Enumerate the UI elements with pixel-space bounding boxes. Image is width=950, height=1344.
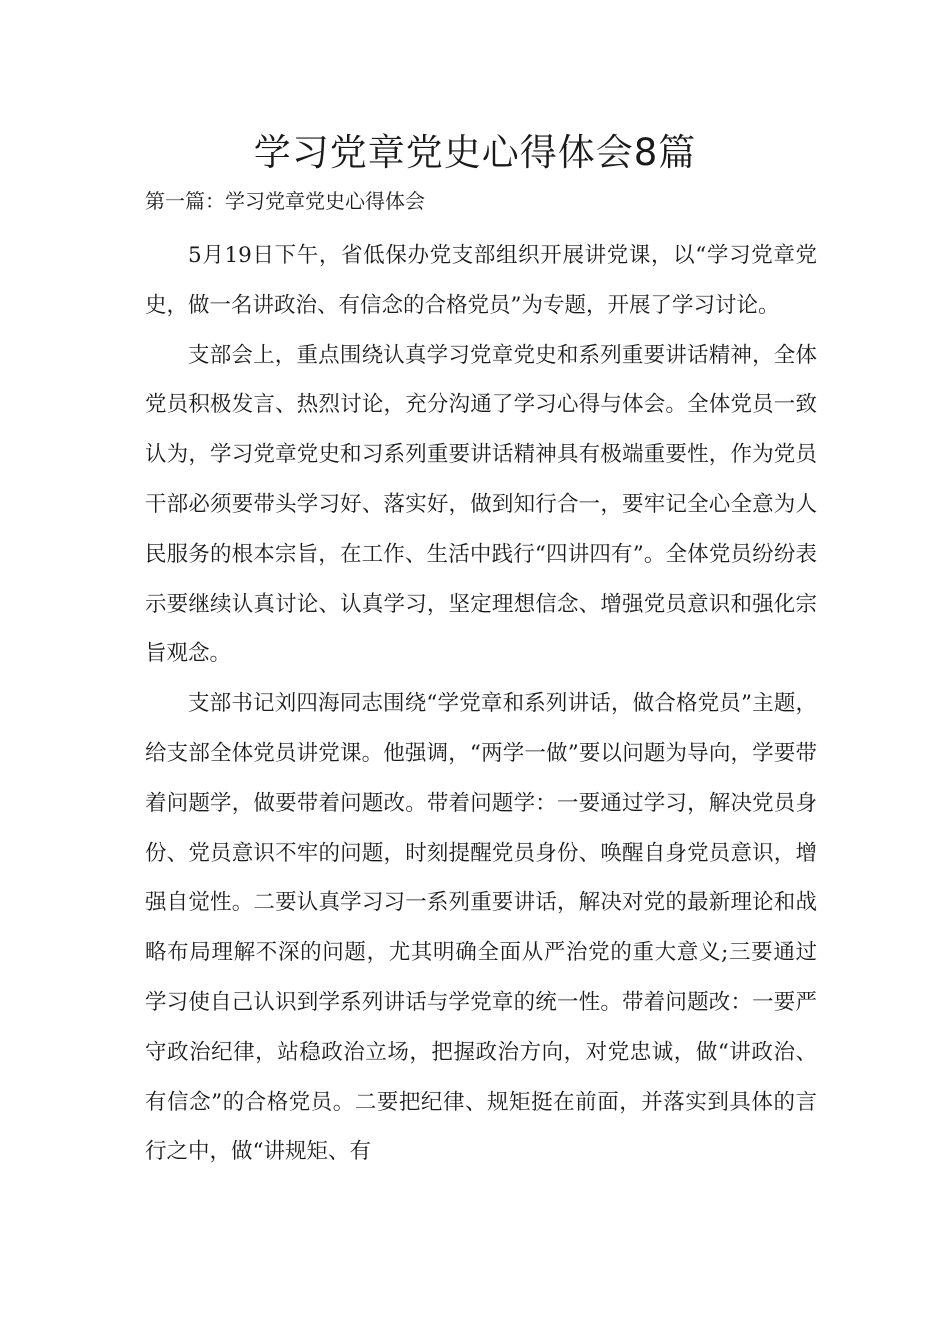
paragraph-3: 支部书记刘四海同志围绕“学党章和系列讲话，做合格党员”主题，给支部全体党员讲党课。他强调，“两学一做”要以问题为导向，学要带着问题学，做要带着问题改。带着问题学：一要通过学习，解决党员身份、党员意识不牢的问题，时刻提醒党员身份、唤醒自身党员意识，增强自觉性。二要认真学习习一系列重要讲话，解决对党的最新理论和战略布局理解不深的问题，尤其明确全面从严治党的重大意义;三要通过学习使自己认识到学系列讲话与学党章的统一性。带着问题改：一要严守政治纪律，站稳政治立场，把握政治方向，对党忠诚，做“讲政治、有信念”的合格党员。二要把纪律、规矩挺在前面，并落实到具体的言行之中，做“讲规矩、有 — [145, 691, 817, 1165]
paragraph-1: 5月19日下午，省低保办党支部组织开展讲党课，以“学习党章党史，做一名讲政治、有信念的合格党员”为专题，开展了学习讨论。 — [145, 243, 817, 318]
paragraph-2: 支部会上，重点围绕认真学习党章党史和系列重要讲话精神，全体党员积极发言、热烈讨论，充分沟通了学习心得与体会。全体党员一致认为，学习党章党史和习系列重要讲话精神具有极端重要性，作为党员干部必须要带头学习好、落实好，做到知行合一，要牢记全心全意为人民服务的根本宗旨，在工作、生活中践行“四讲四有”。全体党员纷纷表示要继续认真讨论、认真学习，坚定理想信念、增强党员意识和强化宗旨观念。 — [145, 342, 817, 667]
document-title: 学习党章党史心得体会8篇 — [253, 131, 697, 174]
chapter-heading: 第一篇：学习党章党史心得体会 — [145, 189, 425, 213]
document-body — [145, 231, 817, 1177]
